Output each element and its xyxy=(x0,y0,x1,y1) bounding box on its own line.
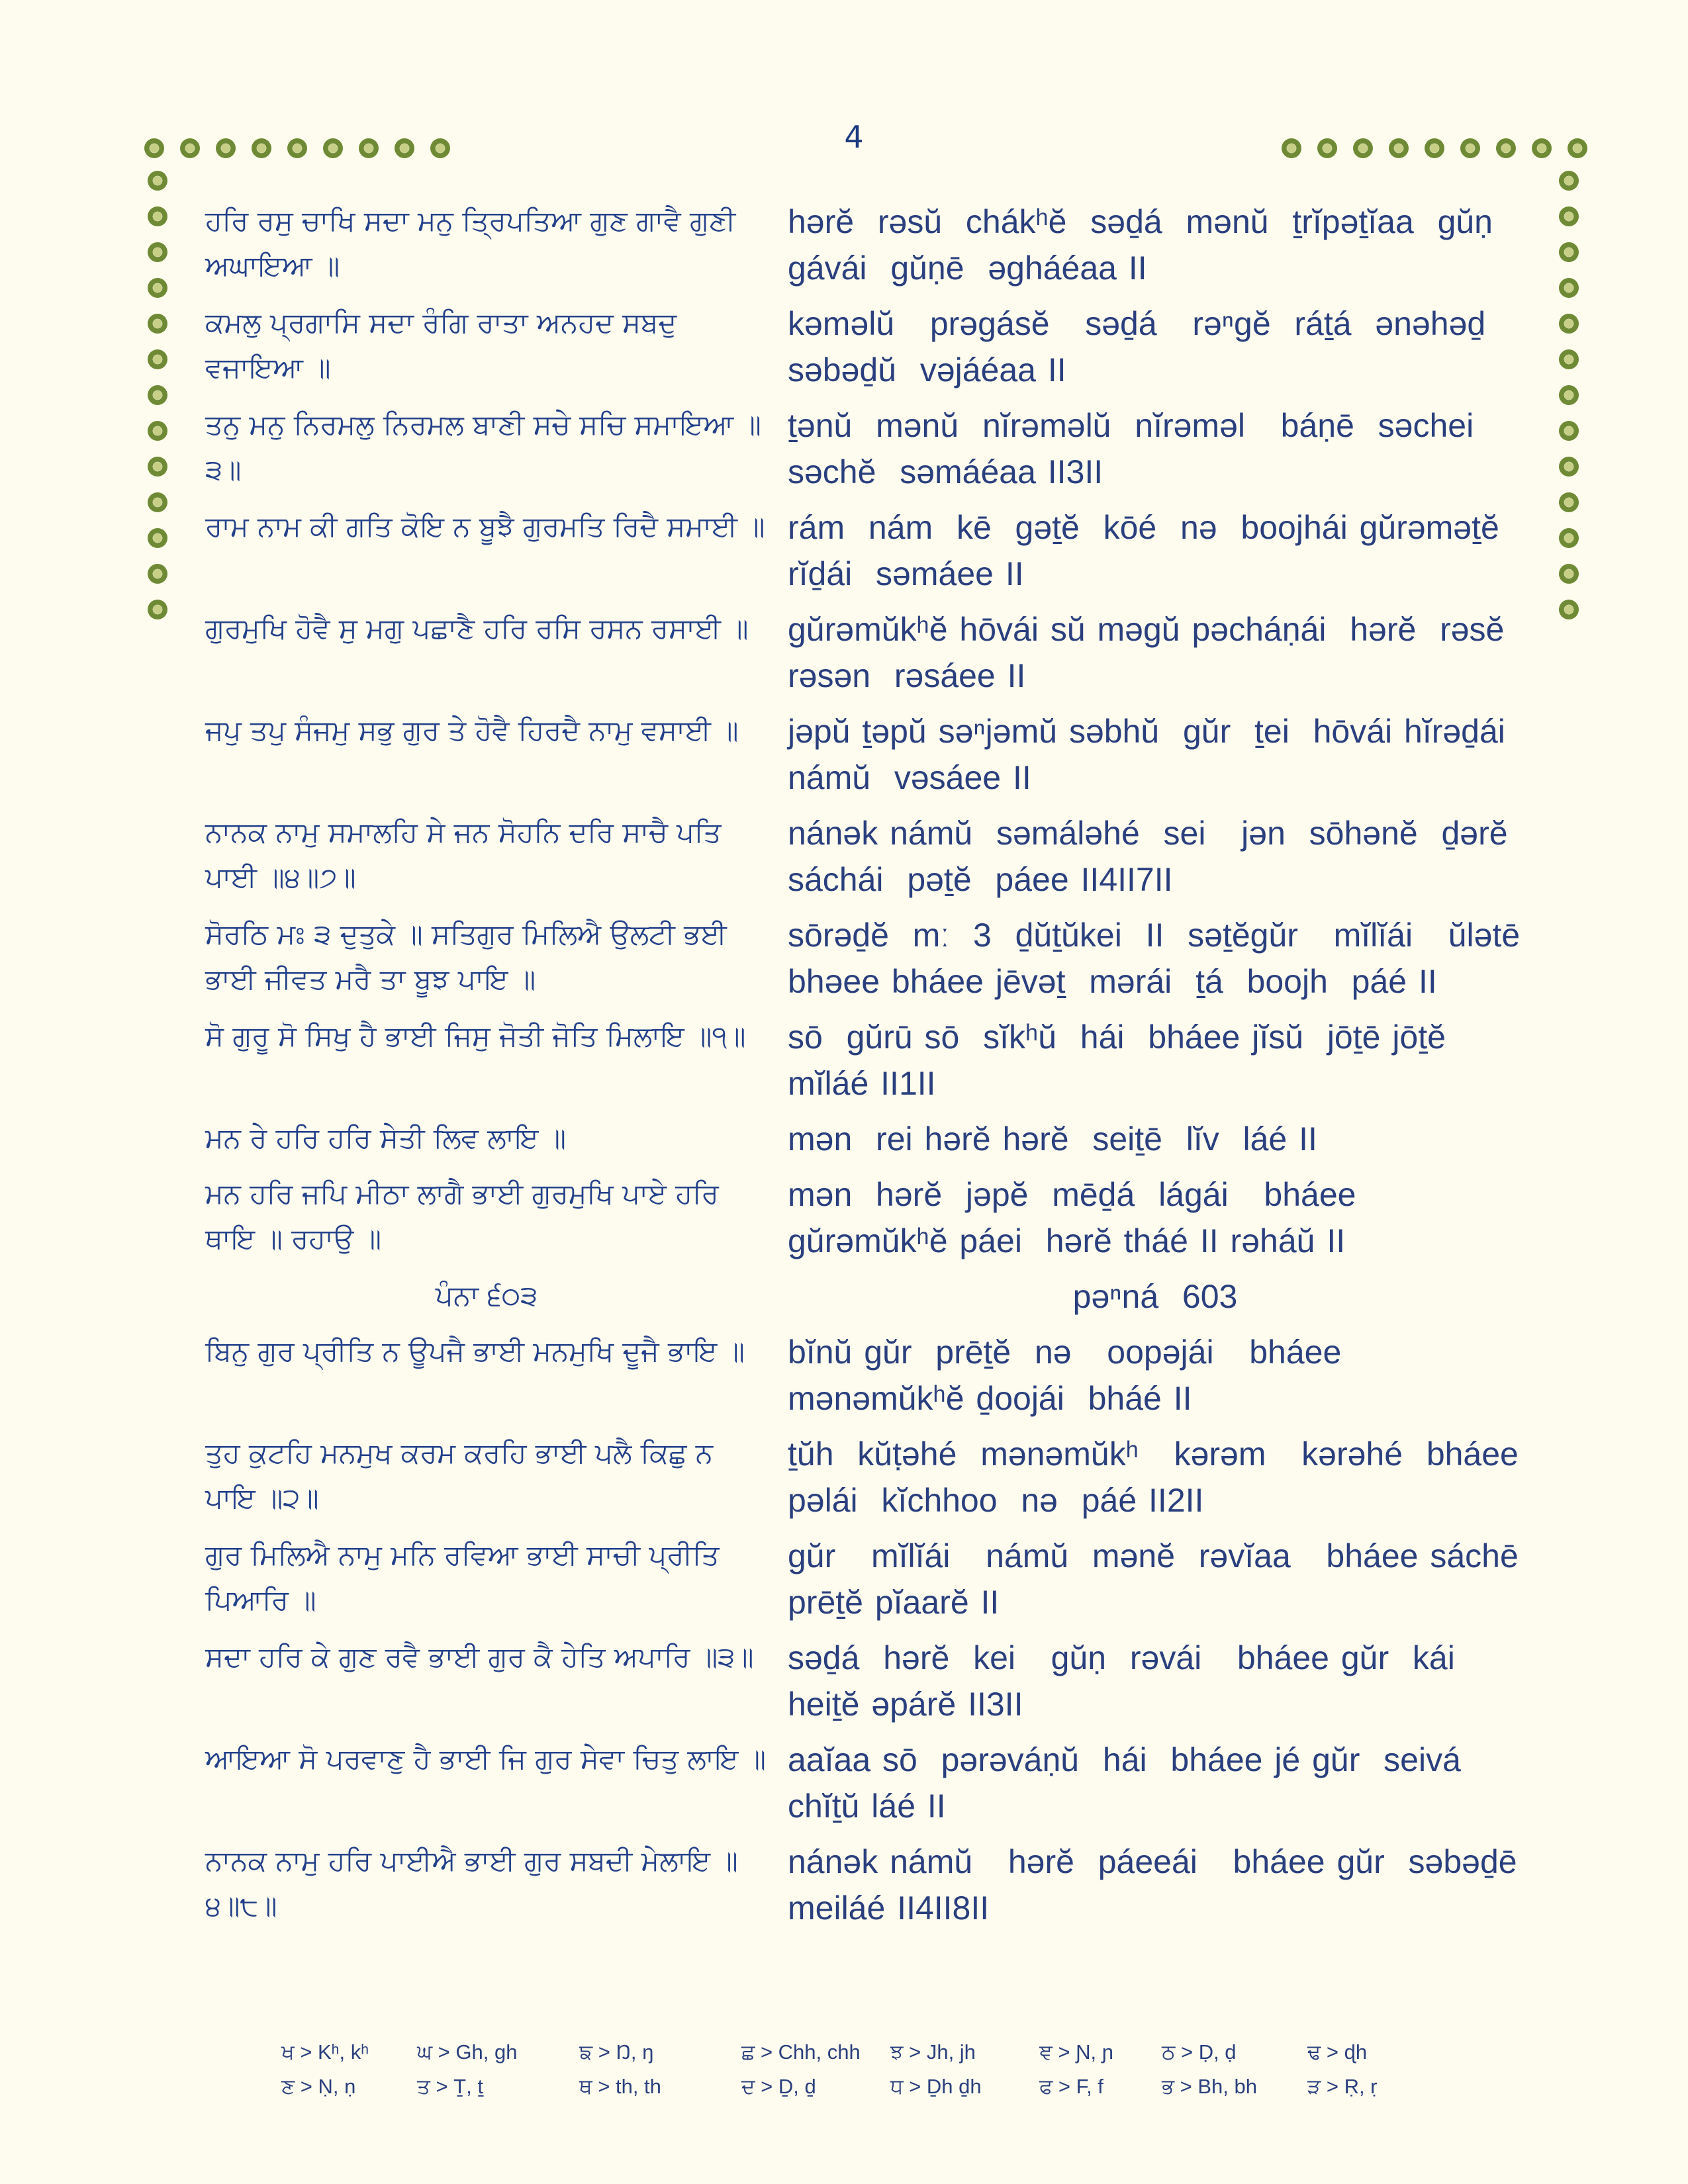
flower-ornament-icon xyxy=(148,171,167,191)
verse-row xyxy=(205,1737,1549,1829)
legend-row xyxy=(281,2070,1473,2104)
flower-ornament-icon xyxy=(323,138,343,158)
verse-row xyxy=(205,1635,1549,1727)
legend-item: ਛ > Chh, chh xyxy=(741,2040,861,2064)
flower-ornament-icon xyxy=(1559,242,1579,262)
legend-item: ਢ > ɖh xyxy=(1307,2040,1368,2064)
flower-ornament-icon xyxy=(1559,421,1579,441)
legend-item: ਦ > Ḏ, ḏ xyxy=(741,2074,816,2098)
gurmukhi-verse: ਜਪੁ ਤਪੁ ਸੰਜਮੁ ਸਭੁ ਗੁਰ ਤੇ ਹੋਵੈ ਹਿਰਦੈ ਨਾਮੁ ਵਸਾਈ ॥ xyxy=(205,714,739,747)
top-left-ornament-border xyxy=(144,135,450,161)
gurmukhi-verse: ਕਮਲੁ ਪ੍ਰਗਾਸਿ ਸਦਾ ਰੰਗਿ ਰਾਤਾ ਅਨਹਦ ਸਬਦੁ ਵਜਾਇਆ ॥ xyxy=(205,306,686,384)
flower-ornament-icon xyxy=(1559,564,1579,584)
gurmukhi-verse: ਮਨ ਹਰਿ ਜਪਿ ਮੀਠਾ ਲਾਗੈ ਭਾਈ ਗੁਰਮੁਖਿ ਪਾਏ ਹਰਿ ਥਾਇ ॥ ਰਹਾਉ ॥ xyxy=(205,1177,728,1255)
transliteration: mən rei hərĕ hərĕ seiṯē lĭv láé II xyxy=(788,1120,1317,1158)
verse-row xyxy=(205,300,1549,393)
transliteration: jəpŭ ṯəpŭ səⁿjəmŭ səbhŭ gŭr ṯei hōvái hĭrəḏái námŭ vəsáee II xyxy=(788,713,1517,796)
verse-row xyxy=(205,1116,1549,1162)
legend-item: ਧ > Ḏh ḏh xyxy=(890,2074,982,2098)
flower-ornament-icon xyxy=(1389,138,1409,158)
transliteration-legend xyxy=(281,2035,1473,2104)
flower-ornament-icon xyxy=(1532,138,1552,158)
left-ornament-border xyxy=(144,171,171,619)
transliteration: gŭrəmŭkʰĕ hōvái sŭ məgŭ pəcháṇái hərĕ rəsĕ rəsən rəsáee II xyxy=(788,611,1517,694)
verse-table xyxy=(205,199,1549,1940)
flower-ornament-icon xyxy=(359,138,379,158)
legend-item: ਘ > Gh, gh xyxy=(417,2040,518,2064)
verse-row xyxy=(205,1329,1549,1422)
transliteration: bĭnŭ gŭr prēṯĕ nə oopəjái bháee mənəmŭkʰĕ ḏoojái bháé II xyxy=(788,1334,1354,1417)
flower-ornament-icon xyxy=(148,457,167,477)
flower-ornament-icon xyxy=(287,138,307,158)
flower-ornament-icon xyxy=(430,138,450,158)
transliteration: hərĕ rəsŭ chákʰĕ səḏá mənŭ ṯrĭpəṯĭaa gŭṇ gávái gŭṇē əgháéaa II xyxy=(788,203,1505,287)
legend-item: ਙ > Ŋ, ŋ xyxy=(579,2040,654,2064)
flower-ornament-icon xyxy=(1317,138,1337,158)
flower-ornament-icon xyxy=(148,492,167,512)
legend-row xyxy=(281,2035,1473,2070)
verse-row xyxy=(205,1014,1549,1107)
flower-ornament-icon xyxy=(148,528,167,548)
flower-ornament-icon xyxy=(148,314,167,334)
verse-row xyxy=(205,606,1549,699)
flower-ornament-icon xyxy=(1353,138,1373,158)
gurmukhi-verse: ਰਾਮ ਨਾਮ ਕੀ ਗਤਿ ਕੋਇ ਨ ਬੂਝੈ ਗੁਰਮਤਿ ਰਿਦੈ ਸਮਾਈ ॥ xyxy=(205,510,765,543)
flower-ornament-icon xyxy=(1460,138,1480,158)
legend-item: ਠ > Ḍ, ḍ xyxy=(1162,2040,1237,2064)
flower-ornament-icon xyxy=(148,421,167,441)
flower-ornament-icon xyxy=(148,385,167,405)
gurmukhi-page-label: ਪੰਨਾ ੬੦੩ xyxy=(435,1279,538,1312)
flower-ornament-icon xyxy=(395,138,414,158)
legend-item: ਥ > th, th xyxy=(579,2074,661,2098)
transliteration: kəməlŭ prəgásĕ səḏá rəⁿgĕ ráṯá ənəhəḏ səbəḏŭ vəjáéaa II xyxy=(788,305,1498,388)
flower-ornament-icon xyxy=(1559,349,1579,369)
flower-ornament-icon xyxy=(1559,385,1579,405)
verse-row xyxy=(205,402,1549,495)
gurmukhi-verse: ਸੋ ਗੁਰੂ ਸੋ ਸਿਖੁ ਹੈ ਭਾਈ ਜਿਸੁ ਜੋਤੀ ਜੋਤਿ ਮਿਲਾਇ ॥੧॥ xyxy=(205,1020,746,1052)
transliterated-page-label: pəⁿná 603 xyxy=(1072,1278,1238,1315)
transliteration: aaĭaa sō pərəváṇŭ hái bháee jé gŭr seivá chĭṯŭ láé II xyxy=(788,1741,1485,1825)
flower-ornament-icon xyxy=(1282,138,1301,158)
flower-ornament-icon xyxy=(148,206,167,226)
gurmukhi-verse: ਤਨੁ ਮਨੁ ਨਿਰਮਲੁ ਨਿਰਮਲ ਬਾਣੀ ਸਚੇ ਸਚਿ ਸਮਾਇਆ ॥੩॥ xyxy=(205,408,761,486)
legend-item: ੜ > Ṛ, ṛ xyxy=(1307,2074,1378,2098)
flower-ornament-icon xyxy=(148,278,167,298)
gurmukhi-verse: ਸੋਰਠਿ ਮਃ ੩ ਦੁਤੁਕੇ ॥ ਸਤਿਗੁਰ ਮਿਲਿਐ ਉਲਟੀ ਭਈ ਭਾਈ ਜੀਵਤ ਮਰੈ ਤਾ ਬੂਝ ਪਾਇ ॥ xyxy=(205,918,736,995)
transliteration: gŭr mĭlĭái námŭ mənĕ rəvĭaa bháee sáchē prēṯĕ pĭaarĕ II xyxy=(788,1537,1530,1621)
transliteration: nánək námŭ səmáləhé sei jən sōhənĕ ḏərĕ sáchái pəṯĕ páee II4II7II xyxy=(788,815,1520,898)
transliteration: səḏá hərĕ kei gŭṇ rəvái bháee gŭr kái heiṯĕ əpárĕ II3II xyxy=(788,1639,1491,1723)
flower-ornament-icon xyxy=(1559,600,1579,619)
top-right-ornament-border xyxy=(1282,135,1587,161)
gurmukhi-verse: ਸਦਾ ਹਰਿ ਕੇ ਗੁਣ ਰਵੈ ਭਾਈ ਗੁਰ ਕੈ ਹੇਤਿ ਅਪਾਰਿ ॥੩॥ xyxy=(205,1641,754,1673)
flower-ornament-icon xyxy=(252,138,271,158)
gurmukhi-verse: ਗੁਰਮੁਖਿ ਹੋਵੈ ਸੁ ਮਗੁ ਪਛਾਣੈ ਹਰਿ ਰਸਿ ਰਸਨ ਰਸਾਈ ॥ xyxy=(205,612,749,645)
flower-ornament-icon xyxy=(1559,492,1579,512)
flower-ornament-icon xyxy=(148,349,167,369)
flower-ornament-icon xyxy=(1559,528,1579,548)
gurmukhi-verse: ਹਰਿ ਰਸੁ ਚਾਖਿ ਸਦਾ ਮਨੁ ਤ੍ਰਿਪਤਿਆ ਗੁਣ ਗਾਵੈ ਗੁਣੀ ਅਘਾਇਆ ॥ xyxy=(205,205,745,282)
flower-ornament-icon xyxy=(1425,138,1444,158)
verse-row xyxy=(205,1171,1549,1264)
page-reference-row xyxy=(205,1273,1549,1320)
transliteration: sōrəḏĕ mː 3 ḏŭṯŭkei II səṯĕgŭr mĭlĭái ŭlətē bhəee bháee jēvəṯ mərái ṯá boojh páé II xyxy=(788,917,1532,1000)
verse-row xyxy=(205,1533,1549,1625)
verse-row xyxy=(205,504,1549,597)
transliteration: sō gŭrū sō sĭkʰŭ hái bháee jĭsŭ jōṯē jōṯĕ mĭláé II1II xyxy=(788,1019,1470,1102)
verse-row xyxy=(205,1431,1549,1524)
flower-ornament-icon xyxy=(1559,314,1579,334)
gurmukhi-verse: ਨਾਨਕ ਨਾਮੁ ਸਮਾਲਹਿ ਸੇ ਜਨ ਸੋਹਨਿ ਦਰਿ ਸਾਚੈ ਪਤਿ ਪਾਈ ॥੪॥੭॥ xyxy=(205,816,730,893)
flower-ornament-icon xyxy=(148,600,167,619)
gurmukhi-verse: ਆਇਆ ਸੋ ਪਰਵਾਣੁ ਹੈ ਭਾਈ ਜਿ ਗੁਰ ਸੇਵਾ ਚਿਤੁ ਲਾਇ ॥ xyxy=(205,1743,767,1775)
verse-row xyxy=(205,810,1549,903)
flower-ornament-icon xyxy=(144,138,164,158)
right-ornament-border xyxy=(1556,171,1582,619)
verse-row xyxy=(205,199,1549,291)
flower-ornament-icon xyxy=(148,564,167,584)
verse-row xyxy=(205,912,1549,1005)
legend-item: ਣ > Ṇ, ṇ xyxy=(281,2074,356,2098)
flower-ornament-icon xyxy=(1559,278,1579,298)
transliteration: ṯənŭ mənŭ nĭrəməlŭ nĭrəməl báṇē səchei səchĕ səmáéaa II3II xyxy=(788,407,1486,490)
transliteration: mən hərĕ jəpĕ mēḏá lágái bháee gŭrəmŭkʰĕ páei hərĕ tháé II rəháŭ II xyxy=(788,1176,1368,1259)
flower-ornament-icon xyxy=(1496,138,1516,158)
legend-item: ਞ > Ɲ, ɲ xyxy=(1039,2040,1113,2064)
verse-row xyxy=(205,1839,1549,1931)
legend-item: ਝ > Jh, jh xyxy=(890,2040,976,2064)
flower-ornament-icon xyxy=(216,138,236,158)
verse-row xyxy=(205,708,1549,801)
flower-ornament-icon xyxy=(1559,171,1579,191)
transliteration: nánək námŭ hərĕ páeeái bháee gŭr səbəḏē meiláé II4II8II xyxy=(788,1843,1529,1927)
page-number: 4 xyxy=(844,119,864,155)
gurmukhi-verse: ਮਨ ਰੇ ਹਰਿ ਹਰਿ ਸੇਤੀ ਲਿਵ ਲਾਇ ॥ xyxy=(205,1122,566,1154)
gurmukhi-verse: ਬਿਨੁ ਗੁਰ ਪ੍ਰੀਤਿ ਨ ਊਪਜੈ ਭਾਈ ਮਨਮੁਖਿ ਦੂਜੈ ਭਾਇ ॥ xyxy=(205,1335,745,1367)
legend-item: ਖ > Kʰ, kʰ xyxy=(281,2040,369,2064)
flower-ornament-icon xyxy=(180,138,200,158)
gurmukhi-verse: ਨਾਨਕ ਨਾਮੁ ਹਰਿ ਪਾਈਐ ਭਾਈ ਗੁਰ ਸਬਦੀ ਮੇਲਾਇ ॥੪॥੮॥ xyxy=(205,1844,738,1922)
legend-item: ਤ > Ṯ, ṯ xyxy=(417,2074,483,2098)
flower-ornament-icon xyxy=(148,242,167,262)
legend-item: ਫ > F, f xyxy=(1039,2074,1103,2098)
legend-item: ਭ > Bh, bh xyxy=(1162,2074,1257,2098)
flower-ornament-icon xyxy=(1568,138,1587,158)
transliteration: ṯŭh kŭṭəhé mənəmŭkʰ kərəm kərəhé bháee pəlái kĭchhoo nə páé II2II xyxy=(788,1435,1530,1519)
flower-ornament-icon xyxy=(1559,457,1579,477)
flower-ornament-icon xyxy=(1559,206,1579,226)
transliteration: rám nám kē gəṯĕ kōé nə boojhái gŭrəməṯĕ rĭḏái səmáee II xyxy=(788,509,1511,592)
gurmukhi-verse: ਤੁਹ ਕੁਟਹਿ ਮਨਮੁਖ ਕਰਮ ਕਰਹਿ ਭਾਈ ਪਲੈ ਕਿਛੁ ਨ ਪਾਇ ॥੨॥ xyxy=(205,1437,722,1514)
gurmukhi-verse: ਗੁਰ ਮਿਲਿਐ ਨਾਮੁ ਮਨਿ ਰਵਿਆ ਭਾਈ ਸਾਚੀ ਪ੍ਰੀਤਿ ਪਿਆਰਿ ॥ xyxy=(205,1539,728,1616)
